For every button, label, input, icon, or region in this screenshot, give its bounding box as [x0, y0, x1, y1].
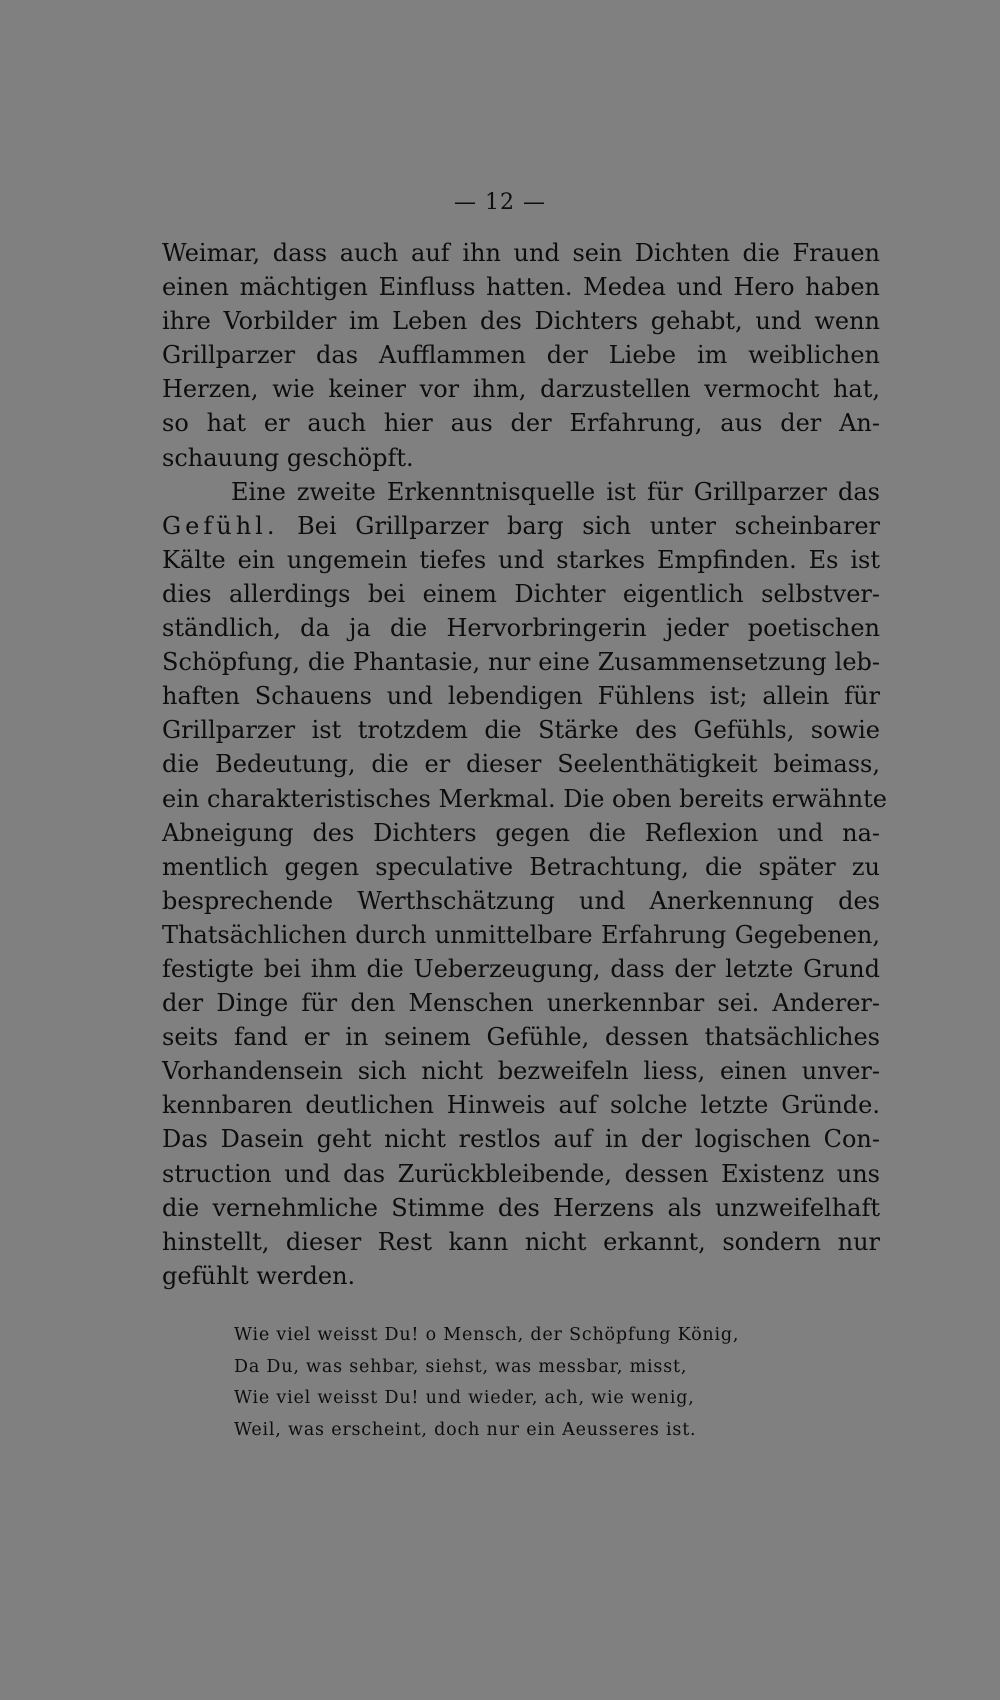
text-line: Grillparzer das Aufflammen der Liebe im weiblichen: [162, 341, 880, 370]
text-line: ein charakteristisches Merkmal. Die oben bereits erwähnte: [162, 784, 887, 813]
text-line: Thatsächlichen durch unmittelbare Erfahrung Gegebenen,: [162, 920, 880, 949]
text-line: Kälte ein ungemein tiefes und starkes Empfinden. Es ist: [162, 545, 880, 574]
verse-line: Weil, was erscheint, doch nur ein Aeusseres ist.: [234, 1419, 697, 1440]
text-line: Das Dasein geht nicht restlos auf in der logischen Con-: [162, 1125, 880, 1154]
text-line: Eine zweite Erkenntnisquelle ist für Grillparzer das: [231, 477, 880, 506]
text-line: gefühlt werden.: [162, 1261, 356, 1290]
verse-quote: [234, 1320, 794, 1446]
text-line: besprechende Werthschätzung und Anerkennung des: [162, 886, 880, 915]
text-line: Abneigung des Dichters gegen die Reflexion und na-: [162, 818, 880, 847]
text-line: der Dinge für den Menschen unerkennbar sei. Anderer-: [162, 989, 880, 1018]
text-line: haften Schauens und lebendigen Fühlens ist; allein für: [162, 682, 880, 711]
verse-line: Da Du, was sehbar, siehst, was messbar, misst,: [234, 1356, 688, 1377]
page-number: — 12 —: [454, 190, 546, 215]
text-line: Schöpfung, die Phantasie, nur eine Zusammensetzung leb-: [162, 648, 880, 677]
text-line: ihre Vorbilder im Leben des Dichters gehabt, und wenn: [162, 307, 880, 336]
text-line: schauung geschöpft.: [162, 443, 414, 472]
text-line: ständlich, da ja die Hervorbringerin jeder poetischen: [162, 614, 880, 643]
text-line: festigte bei ihm die Ueberzeugung, dass der letzte Grund: [162, 954, 880, 983]
text-line: Grillparzer ist trotzdem die Stärke des Gefühls, sowie: [162, 716, 880, 745]
text-line: struction und das Zurückbleibende, dessen Existenz uns: [162, 1159, 880, 1188]
text-line: Herzen, wie keiner vor ihm, darzustellen vermocht hat,: [162, 375, 880, 404]
text-line: [162, 509, 880, 543]
text-line: hinstellt, dieser Rest kann nicht erkannt, sondern nur: [162, 1227, 880, 1256]
text-line: Weimar, dass auch auf ihn und sein Dichten die Frauen: [162, 239, 880, 267]
text-line: kennbaren deutlichen Hinweis auf solche letzte Gründe.: [162, 1091, 880, 1120]
text-line: die Bedeutung, die er dieser Seelenthätigkeit beimass,: [162, 750, 880, 779]
text-line: seits fand er in seinem Gefühle, dessen thatsächliches: [162, 1023, 880, 1052]
text-line: einen mächtigen Einfluss hatten. Medea und Hero haben: [162, 273, 880, 302]
text-line: dies allerdings bei einem Dichter eigentlich selbstver-: [162, 579, 880, 608]
text-line: so hat er auch hier aus der Erfahrung, aus der An-: [162, 409, 880, 438]
text-line: mentlich gegen speculative Betrachtung, die später zu: [162, 852, 880, 881]
emphasis-spaced: Gefühl.: [162, 511, 279, 540]
text-line: Vorhandensein sich nicht bezweifeln liess, einen unver-: [162, 1057, 880, 1086]
body-text: [162, 236, 887, 1293]
text-fragment: Bei Grillparzer barg sich unter scheinbarer: [278, 511, 880, 540]
verse-line: Wie viel weisst Du! o Mensch, der Schöpfung König,: [234, 1325, 740, 1345]
text-line: die vernehmliche Stimme des Herzens als unzweifelhaft: [162, 1193, 880, 1222]
verse-line: Wie viel weisst Du! und wieder, ach, wie wenig,: [234, 1388, 695, 1408]
